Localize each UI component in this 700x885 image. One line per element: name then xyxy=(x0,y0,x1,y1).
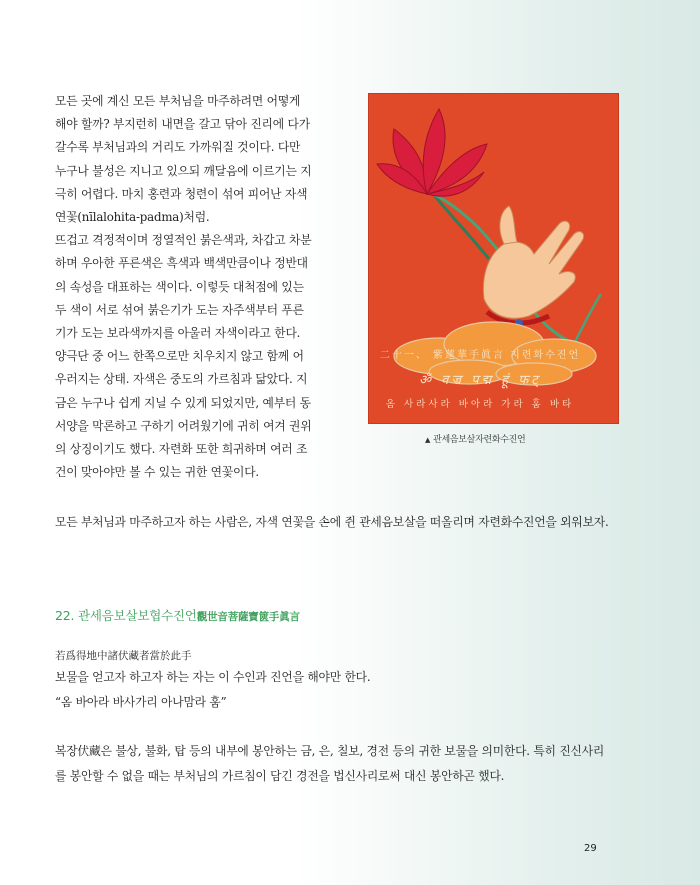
triangle-icon: ▲ xyxy=(425,436,431,444)
plate-siddham-script: ॐ वज्र पद्म हूं फट् xyxy=(419,373,541,388)
final-paragraph: 복장伏藏은 불상, 불화, 탑 등의 내부에 봉안하는 금, 은, 칠보, 경전 등의 귀한 보물을 의미한다. 특히 진신사리를 봉안할 수 없을 때는 부처님의 가르침이 담긴 경전을 법신사리로써 대신 봉안하곤 했다. xyxy=(55,744,605,783)
closing-paragraph: 모든 부처님과 마주하고자 하는 사람은, 자색 연꽃을 손에 쥔 관세음보살을 떠올리며 자련화수진언을 외워보자. xyxy=(55,515,609,529)
text-line: 하며 우아한 푸른색은 흑색과 백색만큼이나 정반대 xyxy=(55,256,308,271)
text-line: 건이 맞아야만 볼 수 있는 귀한 연꽃이다. xyxy=(55,465,259,480)
text-line: 서양을 막론하고 구하기 어려웠기에 귀히 여겨 권위 xyxy=(55,418,312,433)
text-line: 양극단 중 어느 한쪽으로만 치우치지 않고 함께 어 xyxy=(55,349,304,364)
hanja-quote: 若爲得地中諸伏藏者當於此手 xyxy=(55,650,192,662)
page-number: 29 xyxy=(584,843,597,854)
body-line: 보물을 얻고자 하고자 하는 자는 이 수인과 진언을 해야만 한다. xyxy=(55,670,371,684)
text-line: 뜨겁고 격정적이며 정열적인 붉은색과, 차갑고 차분 xyxy=(55,233,312,248)
mantra-text: “옴 바아라 바사가리 아나맘라 훔” xyxy=(55,695,227,709)
text-line: 금은 누구나 쉽게 지닐 수 있게 되었지만, 예부터 동 xyxy=(55,395,311,410)
lotus-flower xyxy=(377,109,487,196)
figure-caption xyxy=(425,432,525,445)
hand-shape xyxy=(483,206,583,318)
text-line: 누구나 불성은 지니고 있으되 깨달음에 이르기는 지 xyxy=(55,163,312,178)
text-line: 갈수록 부처님과의 거리도 가까워질 것이다. 다만 xyxy=(55,140,301,155)
text-line: 연꽃(nīlalohita-padma)처럼. xyxy=(55,210,210,225)
text-line: 의 속성을 대표하는 색이다. 이렇듯 대척점에 있는 xyxy=(55,279,304,294)
plate-title: 二十一、 紫蓮華手眞言 지련화수진언 xyxy=(379,350,581,361)
caption-text: 관세음보살자련화수진언 xyxy=(433,435,526,445)
text-line: 우러지는 상태. 자색은 중도의 가르침과 닮았다. 지 xyxy=(55,372,308,387)
text-line: 기가 도는 보라색까지를 아울러 자색이라고 한다. xyxy=(55,326,301,341)
text-line: 두 색이 서로 섞여 붉은기가 도는 자주색부터 푸른 xyxy=(55,302,304,317)
plate-korean-mantra: 옴 사라사라 바아라 가라 훔 바타 xyxy=(385,399,575,410)
text-line: 극히 어렵다. 마치 홍련과 청련이 섞여 피어난 자색 xyxy=(55,186,308,201)
text-line: 해야 할까? 부지런히 내면을 갈고 닦아 진리에 다가 xyxy=(55,117,310,132)
intro-paragraph xyxy=(55,90,347,484)
text-line: 의 상징이기도 했다. 자련화 또한 희귀하며 여러 조 xyxy=(55,442,308,457)
section-title: 22. 관세음보살보협수진언 xyxy=(55,608,197,623)
lotus-hand-illustration xyxy=(369,94,618,423)
section-heading xyxy=(55,606,300,624)
section-title-hanja: 觀世音菩薩寶篋手眞言 xyxy=(196,611,300,623)
text-line: 모든 곳에 계신 모든 부처님을 마주하려면 어떻게 xyxy=(55,94,301,108)
